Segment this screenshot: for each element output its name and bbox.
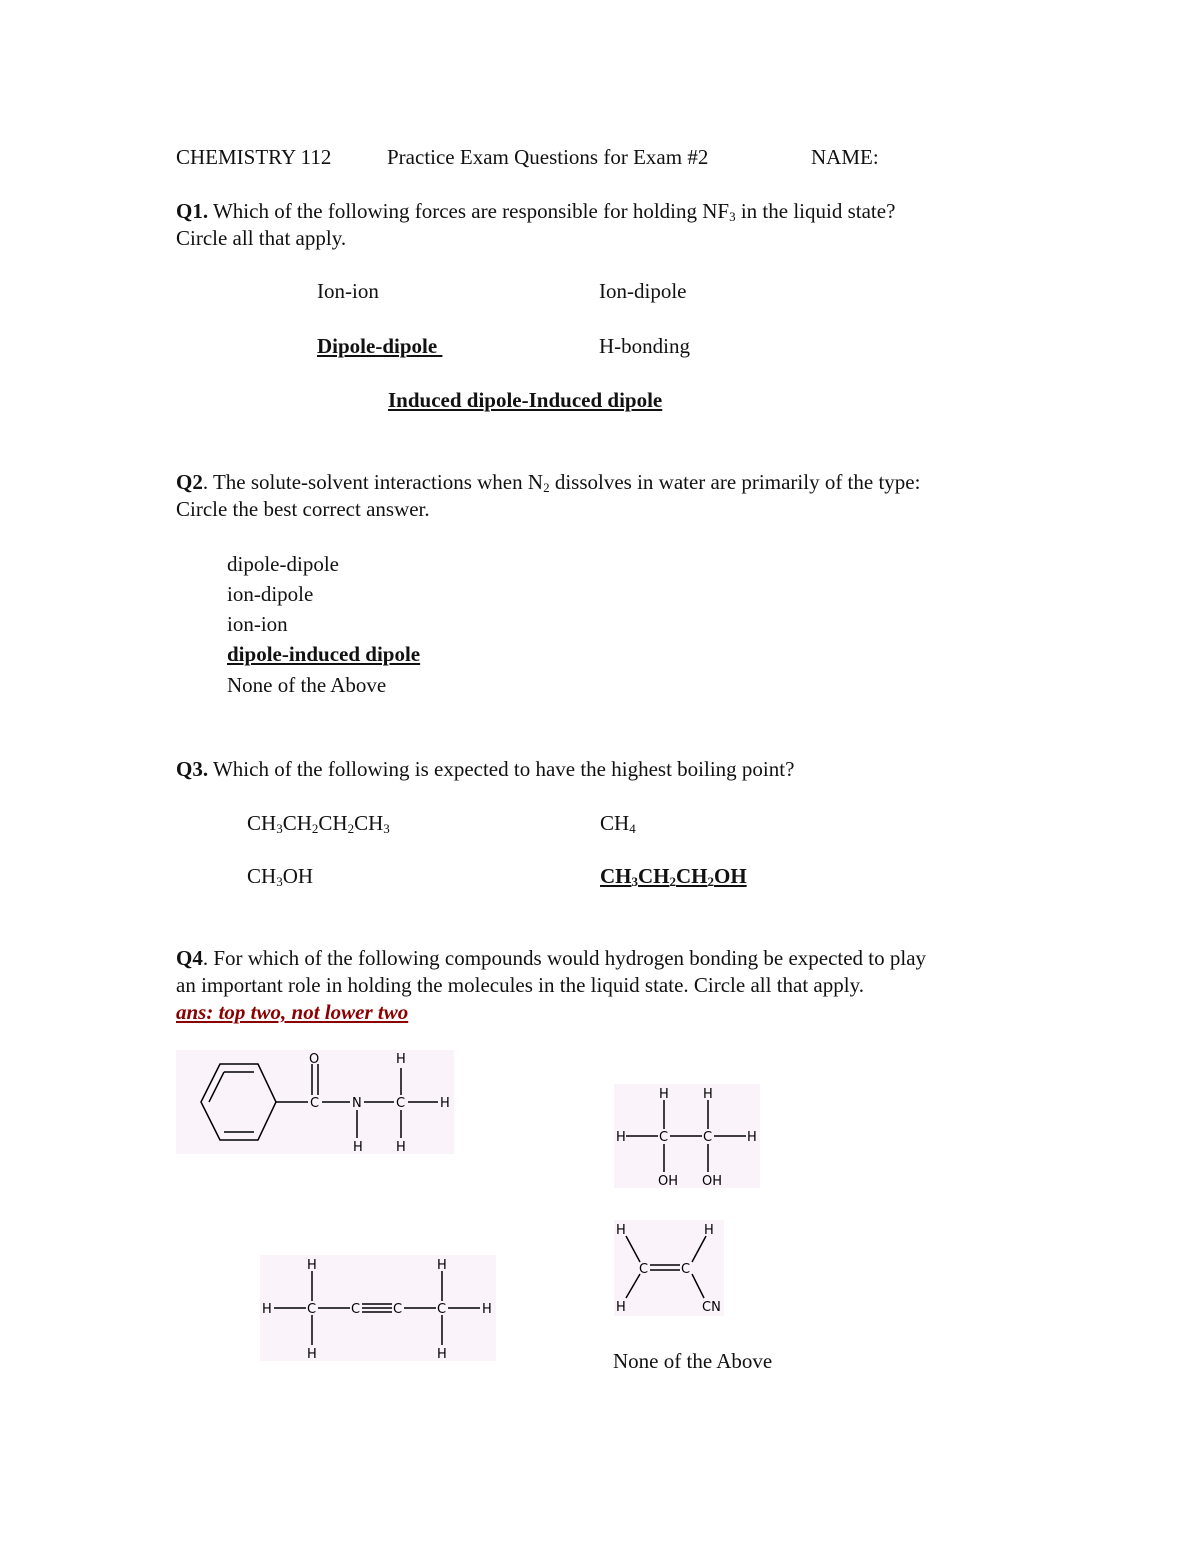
q2-text-before: . The solute-solvent interactions when N [202,470,544,494]
molecule-2-butyne [260,1255,496,1361]
svg-text:H: H [616,1300,626,1315]
q4-question [176,945,926,971]
svg-text:C: C [681,1262,691,1277]
svg-text:OH: OH [702,1174,723,1188]
q1-sub: 3 [729,209,736,224]
course-title: CHEMISTRY 112 [176,145,332,169]
q3-option-butane: $CH_3CH_2CH_2CH_3$ [247,811,390,836]
svg-text:H: H [482,1302,492,1317]
svg-text:H: H [262,1302,272,1317]
q1-text-before: Which of the following forces are responsible for holding NF [208,199,730,223]
svg-text:C: C [703,1130,713,1145]
q3-question [176,756,794,782]
svg-text:H: H [437,1258,447,1273]
q1-option-induced-dipole: Induced dipole-Induced dipole [388,388,663,412]
q1-option-h-bonding: H-bonding [599,334,690,358]
q1-option-ion-dipole: Ion-dipole [599,279,687,303]
svg-text:C: C [639,1262,649,1277]
svg-text:H: H [396,1052,406,1067]
q3-option-methane: $CH_4$ [600,811,636,836]
svg-text:OH: OH [658,1174,679,1188]
svg-text:O: O [309,1052,320,1067]
svg-text:C: C [393,1302,403,1317]
svg-text:H: H [747,1130,757,1145]
molecule-acrylonitrile [614,1220,724,1316]
svg-text:H: H [659,1087,669,1102]
svg-text:C: C [437,1302,447,1317]
molecule-ethylene-glycol [614,1084,760,1188]
q2-option-dipole-dipole: dipole-dipole [227,552,339,576]
svg-text:H: H [353,1140,363,1154]
q2-sub: 2 [543,480,550,495]
q4-option-none: None of the Above [613,1349,773,1373]
svg-text:H: H [307,1347,317,1361]
q2-question [176,469,920,495]
q2-label: Q2 [176,470,203,494]
q4-text: . For which of the following compounds would hydrogen bonding be expected to play [202,946,927,970]
svg-text:H: H [703,1087,713,1102]
q1-option-ion-ion: Ion-ion [317,279,379,303]
svg-text:C: C [396,1096,406,1111]
svg-text:C: C [310,1096,320,1111]
svg-text:H: H [616,1223,626,1238]
q3-label: Q3. [176,757,209,781]
q2-option-dipole-induced-dipole: dipole-induced dipole [227,642,421,666]
q4-answer: ans: top two, not lower two [176,1000,409,1024]
svg-text:H: H [396,1140,406,1154]
q2-option-ion-dipole: ion-dipole [227,582,314,606]
q3-option-methanol: $CH_3OH$ [247,864,314,889]
name-label: NAME: [811,145,879,169]
svg-text:N: N [352,1096,362,1111]
q1-question [176,198,895,224]
q3-option-propanol: $CH_3CH_2CH_2OH$ [600,864,747,889]
q2-option-none: None of the Above [227,673,387,697]
svg-text:H: H [307,1258,317,1273]
q4-question-line2: an important role in holding the molecules in the liquid state. Circle all that apply. [176,973,864,997]
svg-text:H: H [437,1347,447,1361]
molecule-n-methylbenzamide [176,1050,454,1154]
svg-text:C: C [351,1302,361,1317]
q3-text: Which of the following is expected to have the highest boiling point? [208,757,795,781]
svg-text:H: H [616,1130,626,1145]
q1-option-dipole-dipole: Dipole-dipole [317,334,443,358]
q2-text-after: dissolves in water are primarily of the type: [549,470,921,494]
benzene-ring [201,1064,276,1140]
page-title: Practice Exam Questions for Exam #2 [387,145,709,169]
svg-text:CN: CN [702,1300,721,1315]
svg-text:H: H [440,1096,450,1111]
q1-label: Q1. [176,199,209,223]
q2-option-ion-ion: ion-ion [227,612,288,636]
svg-text:H: H [704,1223,714,1238]
q4-label: Q4 [176,946,203,970]
q2-instruction: Circle the best correct answer. [176,497,430,521]
q1-instruction: Circle all that apply. [176,226,347,250]
q1-text-after: in the liquid state? [735,199,896,223]
svg-text:C: C [307,1302,317,1317]
svg-text:C: C [659,1130,669,1145]
